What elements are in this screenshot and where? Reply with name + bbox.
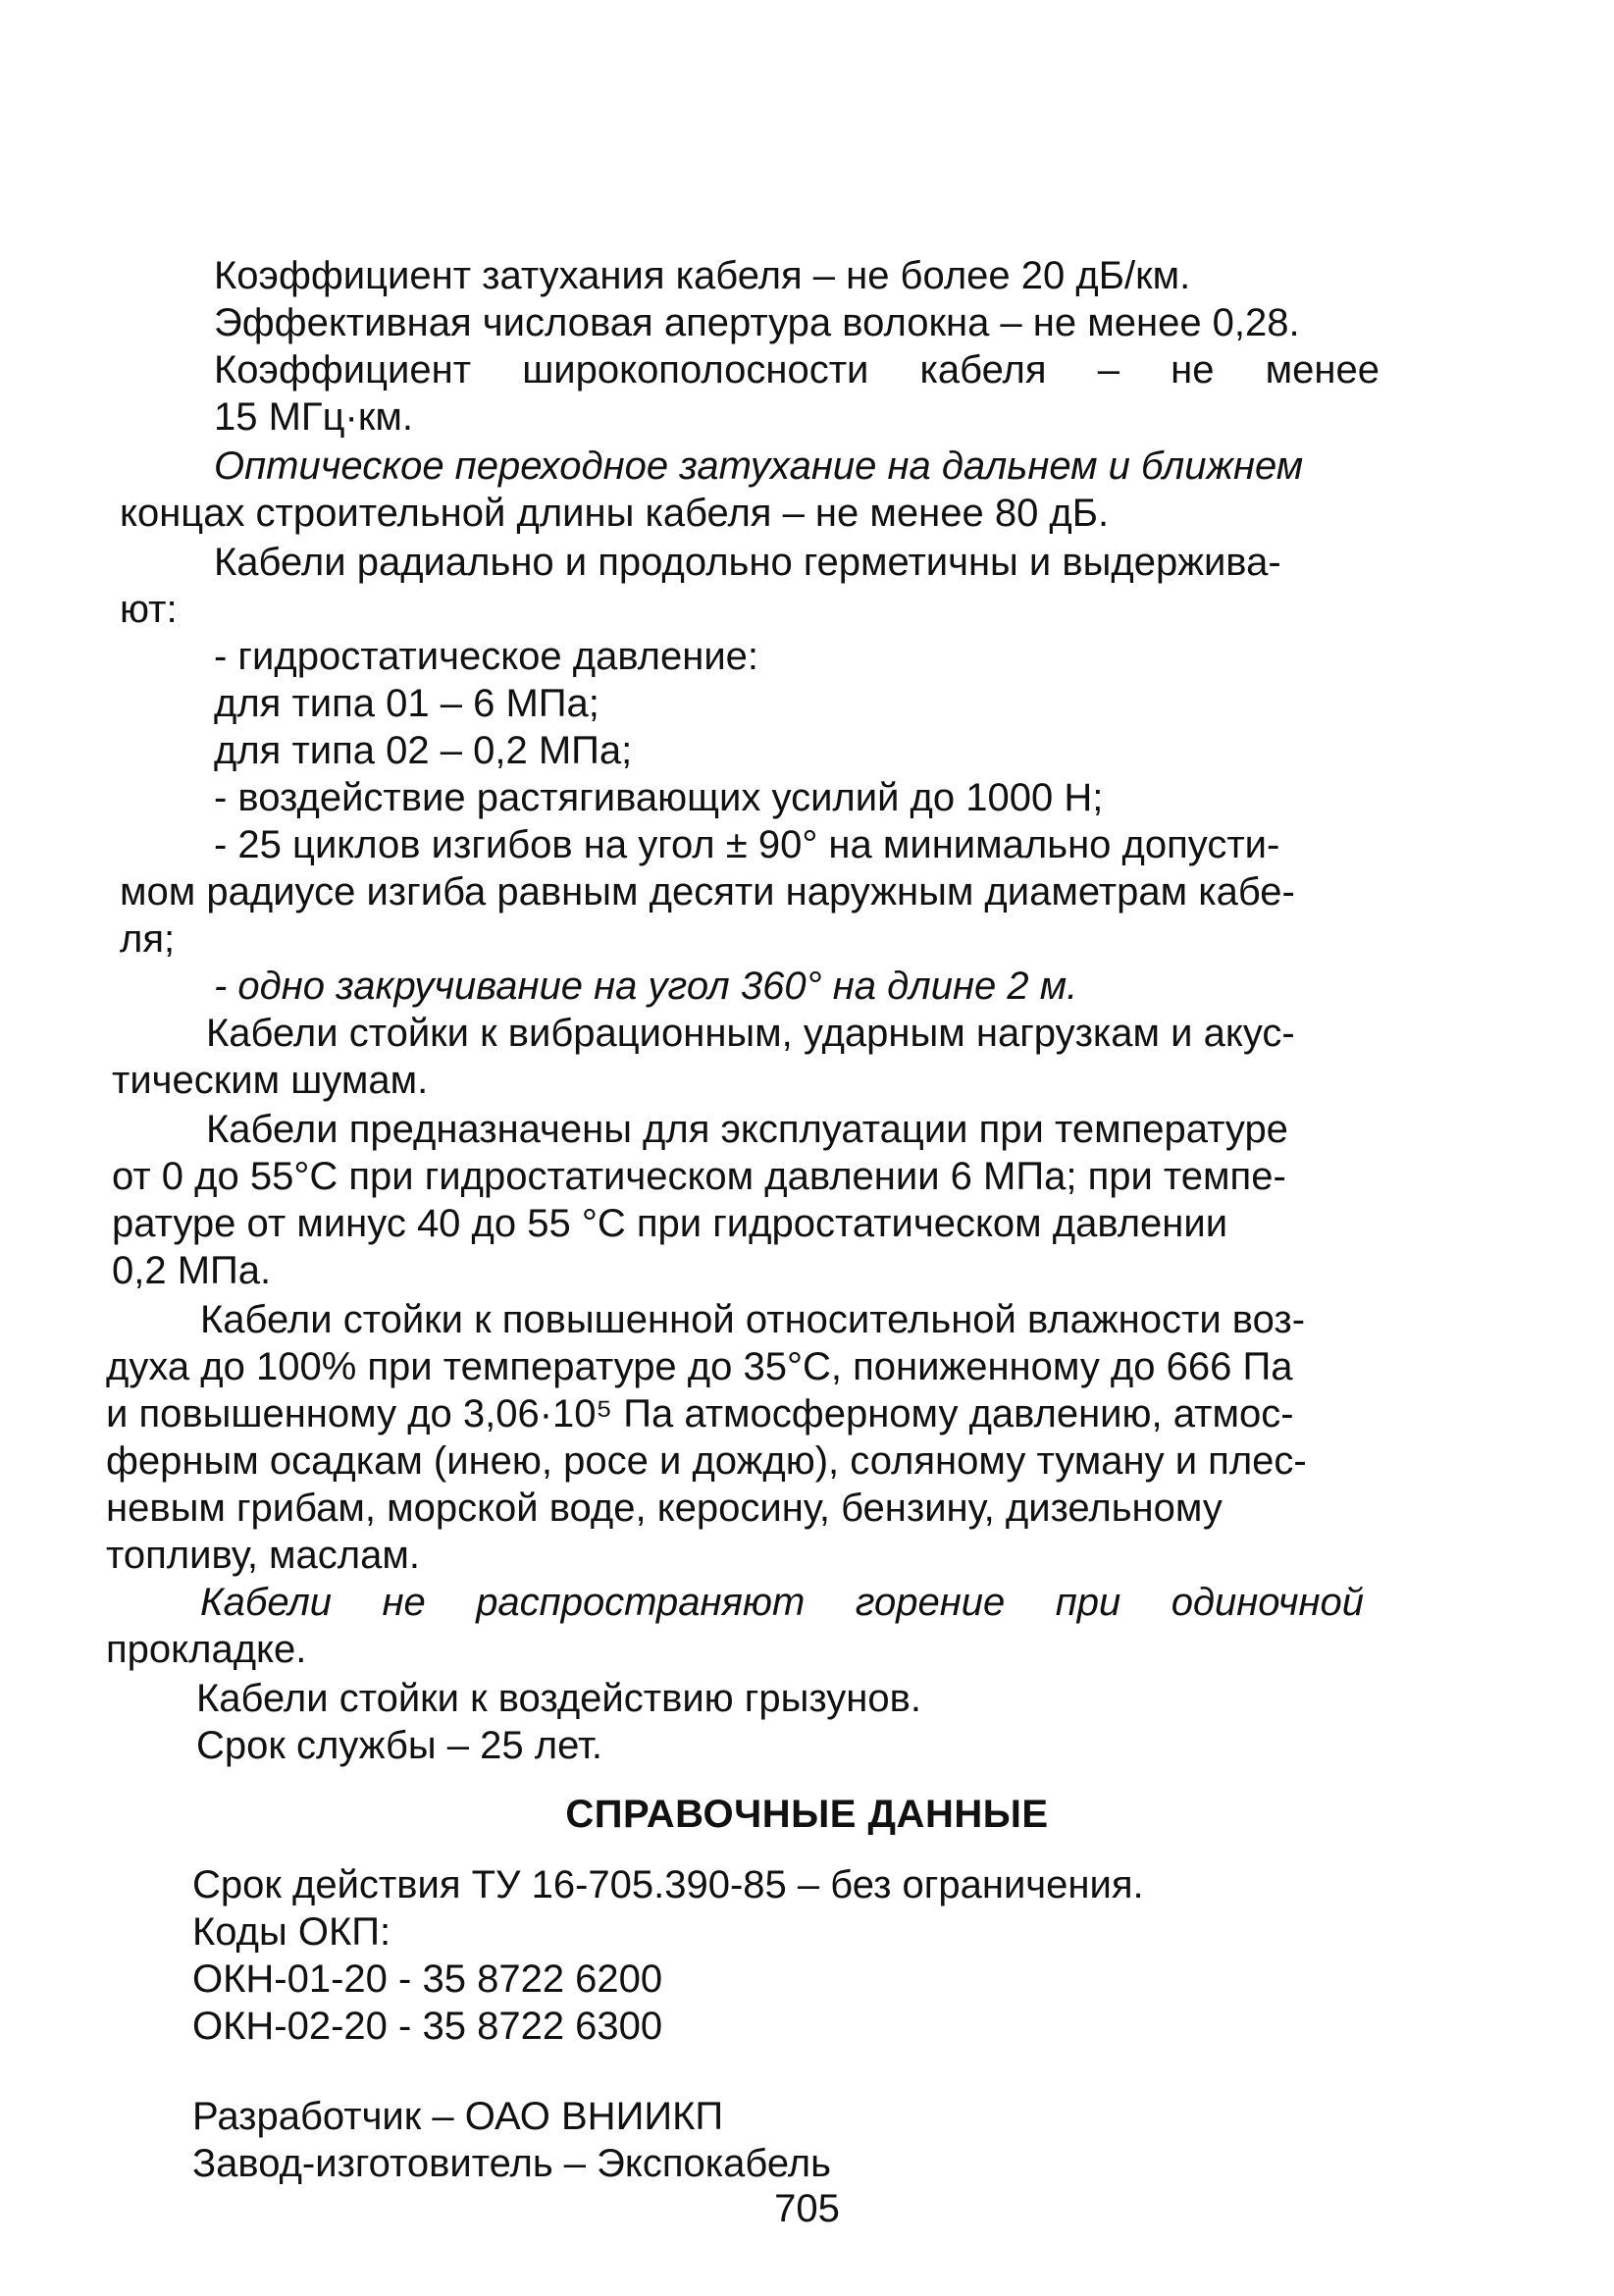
humidity-line-6: топливу, маслам. bbox=[106, 1534, 420, 1577]
operation-line-2: от 0 до 55°С при гидростатическом давлении 6 МПа; при темпе- bbox=[112, 1155, 1286, 1198]
okp-code-01: ОКН-01-20 - 35 8722 6200 bbox=[192, 1957, 663, 2001]
attenuation-line: Коэффициент затухания кабеля – не более 20 дБ/км. bbox=[214, 254, 1191, 297]
bandwidth-line: Коэффициент широкополосности кабеля – не менее bbox=[214, 348, 1380, 391]
vibration-line: Кабели стойки к вибрационным, ударным нагрузкам и акус- bbox=[206, 1012, 1295, 1055]
service-life-line: Срок службы – 25 лет. bbox=[196, 1724, 602, 1767]
type02-line: для типа 02 – 0,2 МПа; bbox=[214, 729, 633, 772]
page-number: 705 bbox=[774, 2187, 840, 2230]
hydrostatic-item: - гидростатическое давление: bbox=[214, 635, 759, 678]
crosstalk-line: Оптическое переходное затухание на дальнем и ближнем bbox=[214, 444, 1304, 488]
tu-validity-line: Срок действия ТУ 16-705.390-85 – без ограничения. bbox=[192, 1863, 1144, 1906]
vibration-line-cont: тическим шумам. bbox=[112, 1059, 429, 1102]
type01-line: для типа 01 – 6 МПа; bbox=[214, 682, 599, 725]
bending-item: - 25 циклов изгибов на угол ± 90° на минимально допусти- bbox=[214, 823, 1280, 866]
humidity-line: Кабели стойки к повышенной относительной влажности воз- bbox=[200, 1298, 1306, 1341]
humidity-line-5: невым грибам, морской воде, керосину, бензину, дизельному bbox=[106, 1487, 1223, 1530]
sealed-line-cont: ют: bbox=[120, 588, 178, 631]
flame-line-cont: прокладке. bbox=[106, 1628, 307, 1671]
okp-code-02: ОКН-02-20 - 35 8722 6300 bbox=[192, 2005, 663, 2048]
operation-line-4: 0,2 МПа. bbox=[112, 1249, 272, 1292]
bandwidth-value-line: 15 МГц·км. bbox=[214, 395, 413, 439]
humidity-line-3: и повышенному до 3,06·10⁵ Па атмосферному давлению, атмос- bbox=[106, 1392, 1294, 1435]
operation-line: Кабели предназначены для эксплуатации при температуре bbox=[206, 1108, 1288, 1151]
aperture-line: Эффективная числовая апертура волокна – не менее 0,28. bbox=[214, 301, 1300, 344]
developer-line: Разработчик – ОАО ВНИИКП bbox=[192, 2095, 724, 2138]
rodents-line: Кабели стойки к воздействию грызунов. bbox=[196, 1677, 921, 1720]
tensile-item: - воздействие растягивающих усилий до 1000 Н; bbox=[214, 776, 1104, 819]
section-heading: СПРАВОЧНЫЕ ДАННЫЕ bbox=[565, 1793, 1049, 1836]
sealed-line: Кабели радиально и продольно герметичны и выдержива- bbox=[214, 541, 1281, 584]
bending-item-end: ля; bbox=[120, 917, 176, 961]
humidity-line-2: духа до 100% при температуре до 35°С, пониженному до 666 Па bbox=[106, 1345, 1293, 1388]
manufacturer-line: Завод-изготовитель – Экспокабель bbox=[192, 2142, 831, 2185]
twist-item: - одно закручивание на угол 360° на длине 2 м. bbox=[214, 965, 1078, 1008]
flame-line: Кабели не распространяют горение при одиночной bbox=[200, 1581, 1364, 1624]
crosstalk-line-cont: концах строительной длины кабеля – не менее 80 дБ. bbox=[120, 492, 1110, 535]
humidity-line-4: ферным осадкам (инею, росе и дождю), соляному туману и плес- bbox=[106, 1439, 1307, 1483]
operation-line-3: ратуре от минус 40 до 55 °С при гидростатическом давлении bbox=[112, 1202, 1228, 1245]
okp-codes-label: Коды ОКП: bbox=[192, 1910, 391, 1954]
bending-item-cont: мом радиусе изгиба равным десяти наружным диаметрам кабе- bbox=[120, 870, 1295, 913]
